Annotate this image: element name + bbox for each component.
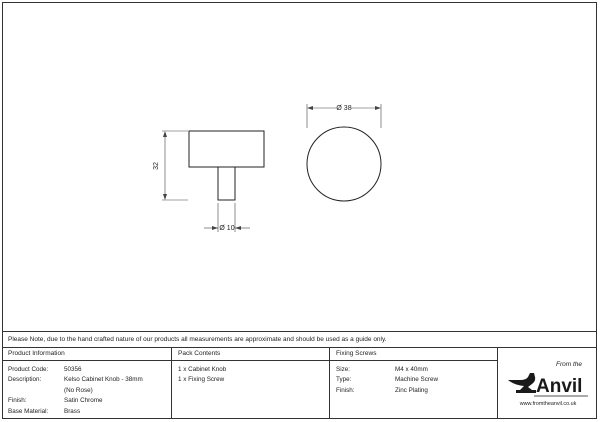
pack-contents-heading: Pack Contents [172, 348, 329, 361]
row-label: Finish: [8, 397, 27, 405]
row-value: Zinc Plating [395, 386, 428, 394]
row-value: (No Rose) [64, 386, 93, 394]
screw-type-row [336, 375, 497, 385]
anvil-icon [506, 356, 590, 402]
row-value: M4 x 40mm [395, 366, 428, 373]
top-diameter-label: Ø 38 [336, 105, 352, 112]
row-value: Satin Chrome [64, 397, 103, 405]
row-label [8, 386, 64, 396]
screw-size-row [336, 365, 497, 375]
row-value: Machine Screw [395, 376, 439, 384]
logo-website: www.fromtheanvil.co.uk [519, 401, 577, 407]
knob-head-side [189, 131, 264, 167]
spindle-diameter-dimension [204, 203, 250, 232]
row-label: Size: [336, 366, 350, 373]
row-value: 50356 [64, 366, 82, 373]
fixing-screws-heading: Fixing Screws [330, 348, 497, 361]
spec-table [2, 348, 597, 419]
row-value: Brass [64, 407, 81, 415]
measurement-note: Please Note, due to the hand crafted nature of our products all measurements are approximate and should be used as a guide only. [2, 331, 597, 348]
logo-from-the: From the [556, 361, 583, 368]
row-label: Product Code: [8, 366, 49, 373]
product-code-row [8, 365, 171, 375]
description-row [8, 375, 171, 385]
knob-top-view [307, 127, 381, 201]
finish-row [8, 396, 171, 406]
description-row-continued [8, 386, 171, 396]
row-label: Finish: [336, 386, 355, 394]
row-label: Description: [8, 376, 42, 384]
base-material-row [8, 407, 171, 417]
product-info-heading: Product Information [2, 348, 171, 361]
row-label: Type: [336, 376, 352, 384]
product-info-column [2, 348, 172, 419]
top-diameter-dimension [307, 104, 381, 128]
row-label: Base Material: [8, 407, 49, 415]
screw-finish-row [336, 386, 497, 396]
anvil-logo [506, 356, 590, 412]
pack-contents-column [172, 348, 330, 419]
logo-column [498, 348, 597, 419]
pack-item: 1 x Cabinet Knob [178, 366, 227, 373]
logo-brand: Anvil [536, 376, 583, 397]
row-value: Kelso Cabinet Knob - 38mm [64, 376, 143, 384]
knob-spindle-side [218, 167, 235, 200]
fixing-screws-column [330, 348, 498, 419]
pack-item: 1 x Fixing Screw [178, 376, 225, 384]
height-label: 32 [153, 162, 160, 170]
height-dimension [153, 131, 188, 200]
spindle-diameter-label: Ø 10 [219, 225, 235, 232]
